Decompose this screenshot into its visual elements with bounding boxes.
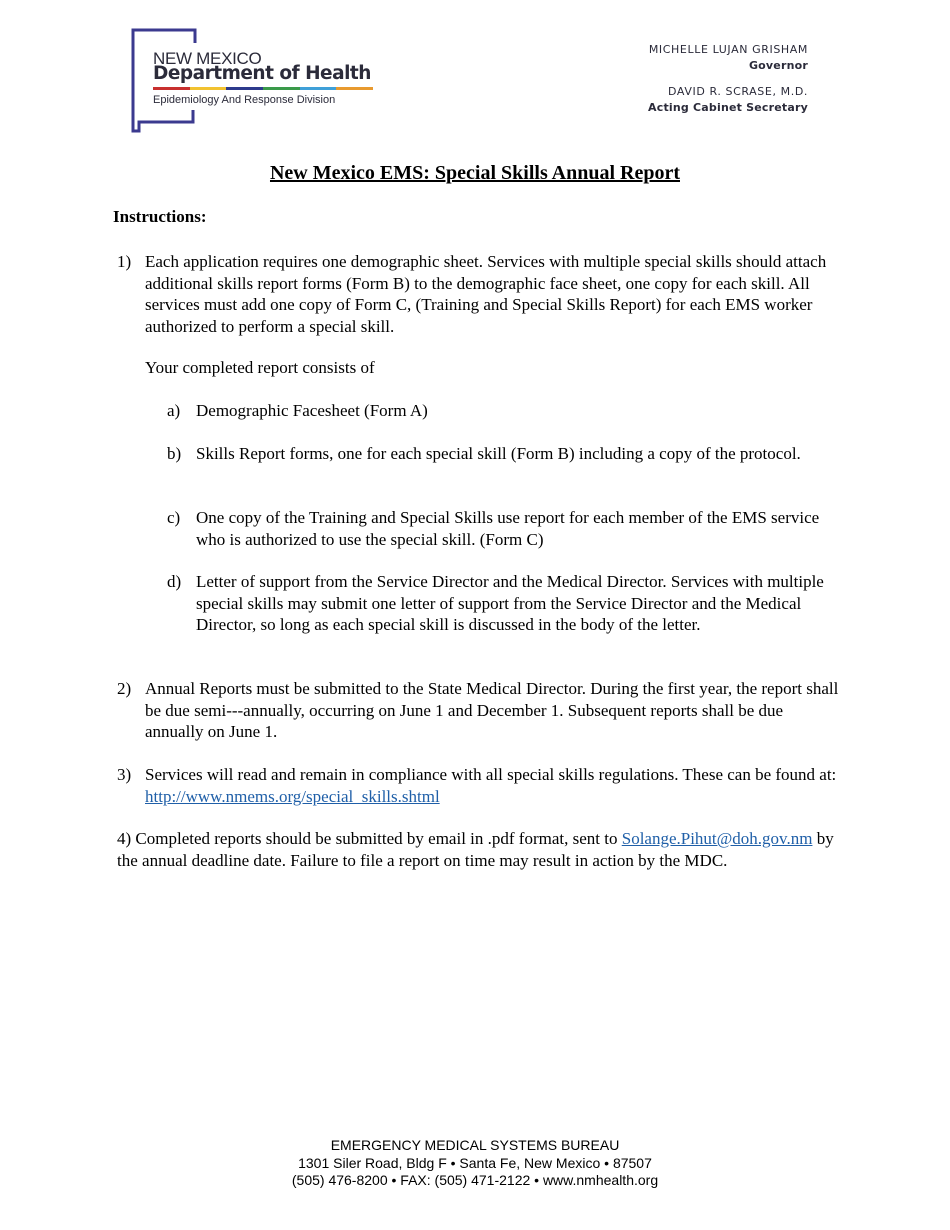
subitem-text: Demographic Facesheet (Form A)	[196, 401, 428, 420]
secretary-name: DAVID R. SCRASE, M.D.	[668, 85, 808, 98]
subitem-letter: c)	[167, 508, 181, 527]
item-number: 1)	[117, 252, 132, 271]
logo-color-stripe	[153, 87, 373, 90]
subitem-text: Skills Report forms, one for each special skill (Form B) including a copy of the protocol.	[196, 444, 801, 463]
governor-title: Governor	[748, 59, 808, 72]
logo-new-mexico: NEW MEXICO	[153, 49, 262, 68]
secretary-title: Acting Cabinet Secretary	[648, 101, 808, 114]
item-text: Each application requires one demographic sheet. Services with multiple special skills should attach additional skills report forms (Form B) to the demographic face sheet, one copy for each skill. All services must add one copy of Form C, (Training and Special Skills Report) for each EMS worker authorized to perform a special skill.	[145, 252, 827, 336]
footer-bureau: EMERGENCY MEDICAL SYSTEMS BUREAU	[330, 1137, 620, 1153]
item-number: 3)	[117, 765, 132, 784]
item-number: 2)	[117, 679, 132, 698]
special-skills-link[interactable]: http://www.nmems.org/special_skills.shtml	[145, 786, 440, 806]
page-title	[0, 162, 950, 185]
item-text: Annual Reports must be submitted to the State Medical Director. During the first year, the report shall be due semi---annually, occurring on June 1 and December 1. Subsequent reports shall be due annually on June 1.	[145, 679, 839, 742]
item-4	[117, 828, 837, 871]
subitem-text: Letter of support from the Service Director and the Medical Director. Services with multiple special skills may submit one letter of support from the Service Director and the Medical Director, so long as each special skill is discussed in the body of the letter.	[196, 572, 824, 635]
footer-address: 1301 Siler Road, Bldg F • Santa Fe, New Mexico • 87507	[298, 1154, 652, 1171]
secretary-block	[648, 84, 808, 116]
instructions-heading: Instructions:	[113, 207, 207, 226]
report-consists-intro: Your completed report consists of	[145, 358, 375, 377]
logo-division: Epidemiology And Response Division	[153, 94, 336, 106]
footer	[0, 1137, 950, 1190]
subitem-letter: d)	[167, 572, 182, 591]
subitem-letter: b)	[167, 444, 182, 463]
governor-block	[649, 42, 808, 74]
governor-name: MICHELLE LUJAN GRISHAM	[648, 43, 808, 56]
logo-department-of-health: Department of Health	[153, 63, 371, 84]
page-title-text: New Mexico EMS: Special Skills Annual Report	[269, 162, 680, 184]
footer-contact: (505) 476-8200 • FAX: (505) 471-2122 • www.nmhealth.org	[291, 1172, 659, 1188]
item-text	[145, 764, 845, 807]
subitem-letter: a)	[167, 401, 181, 420]
item-4-before: 4) Completed reports should be submitted by email in .pdf format, sent to	[117, 829, 622, 848]
item-4-after: by the annual deadline date. Failure to file a report on time may result in action by the MDC.	[117, 829, 834, 870]
email-link[interactable]: Solange.Pihut@doh.gov.nm	[621, 829, 813, 848]
subitem-text: One copy of the Training and Special Skills use report for each member of the EMS service who is authorized to use the special skill. (Form C)	[196, 508, 820, 549]
item-text-body: Services will read and remain in compliance with all special skills regulations. These can be found at:	[145, 765, 837, 784]
